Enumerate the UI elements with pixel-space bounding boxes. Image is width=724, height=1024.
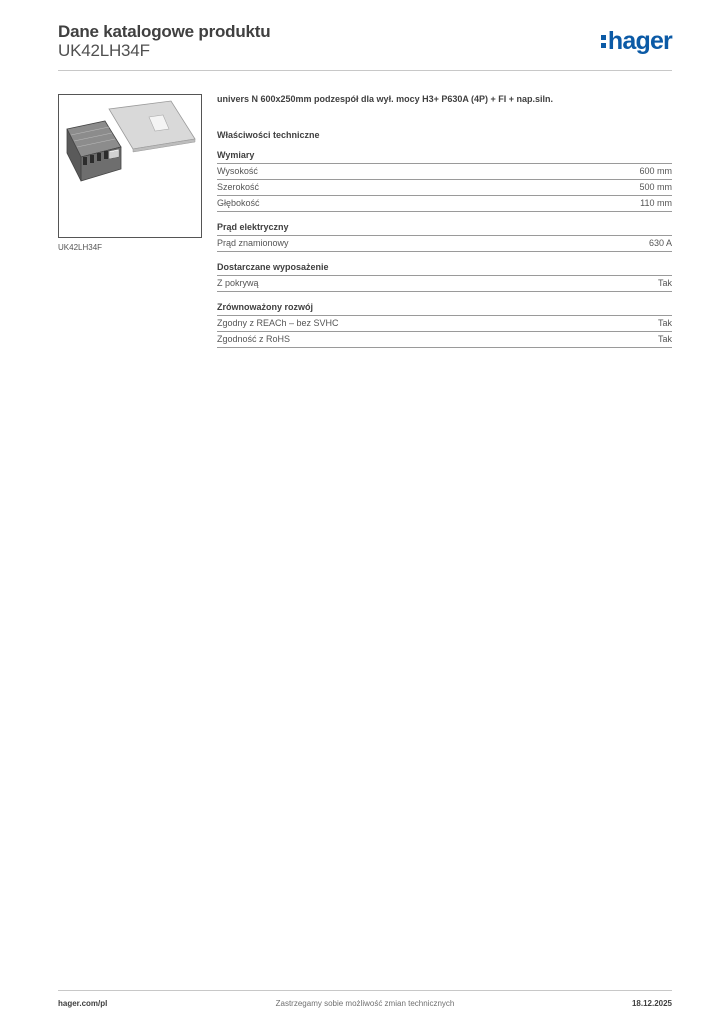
- spec-label: Zgodny z REACh – bez SVHC: [217, 318, 339, 328]
- spec-row: [217, 180, 672, 196]
- spec-value: Tak: [657, 278, 672, 288]
- product-description: univers N 600x250mm podzespół dla wył. mocy H3+ P630A (4P) + FI + nap.siln.: [217, 94, 554, 104]
- spec-group-sustainability: [217, 302, 672, 348]
- spec-label: Wysokość: [217, 166, 258, 176]
- footer-date: 18.12.2025: [631, 999, 672, 1008]
- spec-label: Z pokrywą: [217, 278, 259, 288]
- logo-colon-icon: [601, 28, 606, 54]
- spec-value: 630 A: [648, 238, 672, 248]
- section-heading-technical: Właściwości techniczne: [217, 130, 320, 140]
- product-code: UK42LH34F: [58, 41, 150, 60]
- spec-row: [217, 276, 672, 292]
- logo-text: hager: [607, 27, 672, 55]
- spec-value: 110 mm: [640, 198, 672, 208]
- product-image: [58, 94, 202, 238]
- spec-value: 600 mm: [639, 166, 672, 176]
- spec-value: 500 mm: [639, 182, 672, 192]
- document-title: Dane katalogowe produktu: [58, 22, 271, 41]
- spec-row: [217, 164, 672, 180]
- image-caption: UK42LH34F: [58, 243, 103, 252]
- spec-label: Zgodność z RoHS: [217, 334, 291, 344]
- product-details: [217, 94, 672, 348]
- spec-group-title: Prąd elektryczny: [217, 222, 672, 236]
- spec-value: Tak: [657, 334, 672, 344]
- product-illustration: [59, 95, 201, 237]
- spec-group-title: Zrównoważony rozwój: [217, 302, 672, 316]
- page-header: [58, 20, 672, 71]
- spec-row: [217, 236, 672, 252]
- spec-value: Tak: [657, 318, 672, 328]
- spec-group-electric-current: [217, 222, 672, 252]
- spec-row: [217, 196, 672, 212]
- spec-label: Prąd znamionowy: [217, 238, 289, 248]
- spec-label: Szerokość: [217, 182, 260, 192]
- spec-group-title: Wymiary: [217, 150, 672, 164]
- spec-group-title: Dostarczane wyposażenie: [217, 262, 672, 276]
- spec-row: [217, 332, 672, 348]
- spec-group-supplied-equipment: [217, 262, 672, 292]
- spec-group-dimensions: [217, 150, 672, 212]
- spec-row: [217, 316, 672, 332]
- footer-notice: Zastrzegamy sobie możliwość zmian technicznych: [275, 999, 455, 1008]
- spec-label: Głębokość: [217, 198, 260, 208]
- hager-logo: [601, 28, 672, 54]
- footer-website-link[interactable]: hager.com/pl: [58, 999, 108, 1008]
- page-footer: [58, 990, 672, 1011]
